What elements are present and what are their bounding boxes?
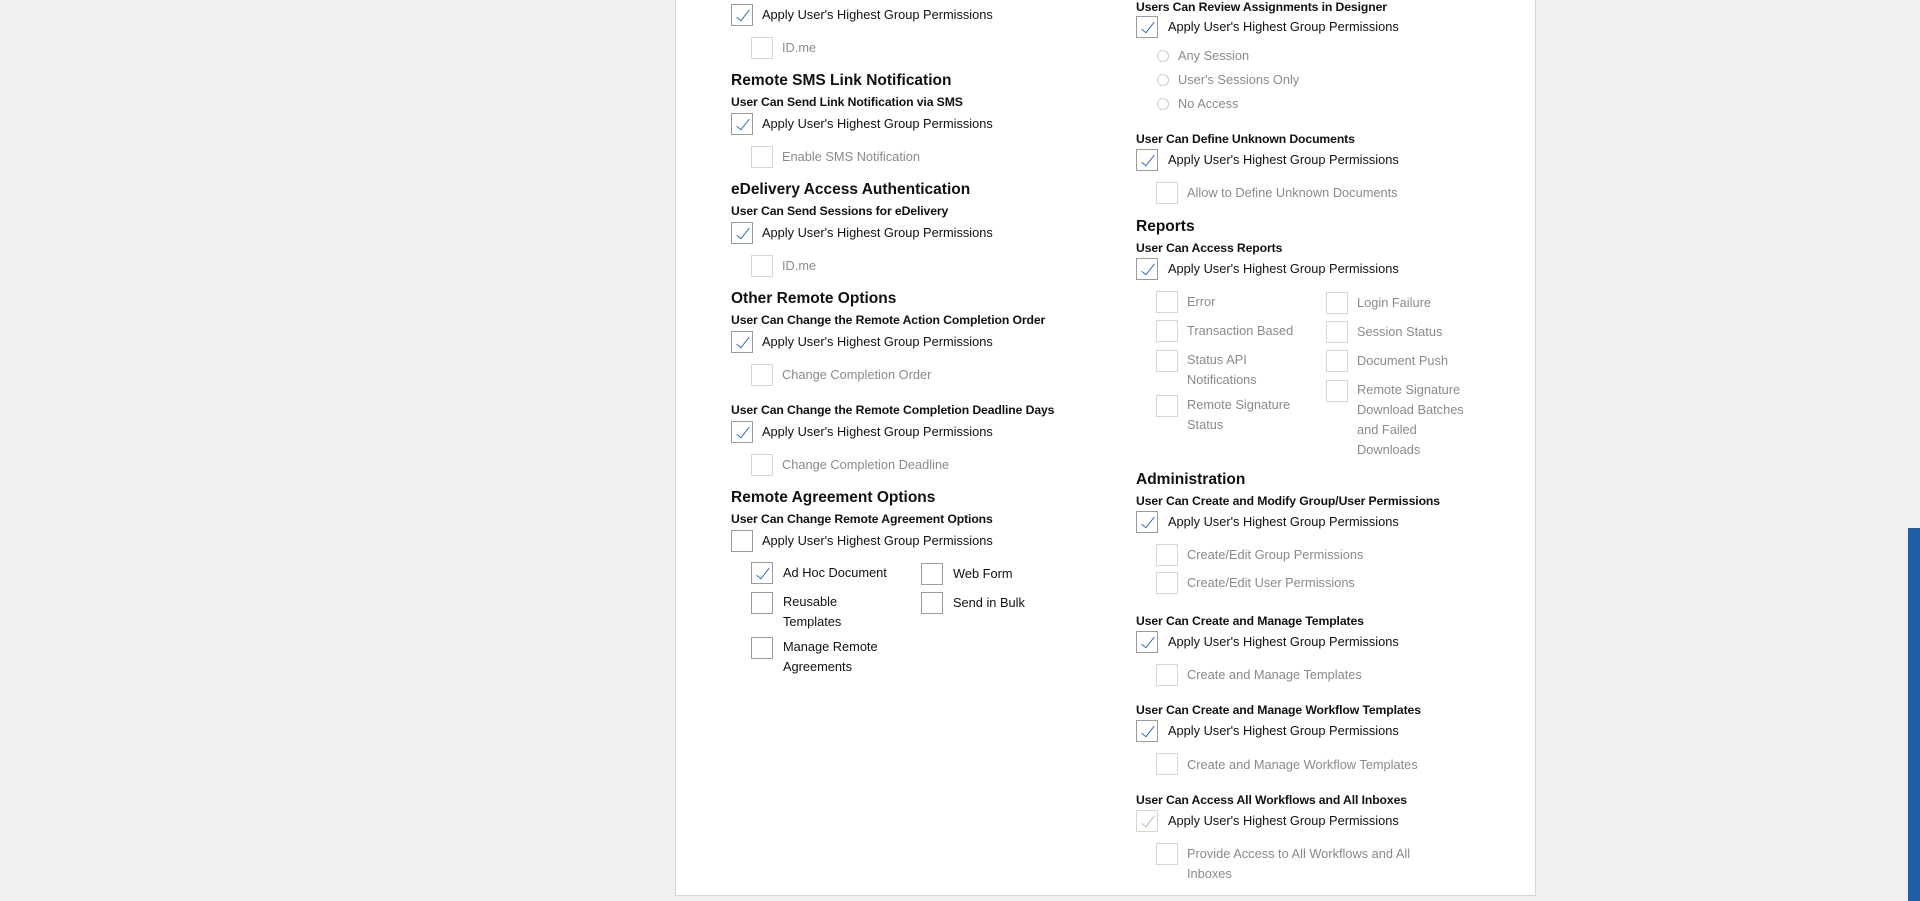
apply-highest-checkbox-templates[interactable]: [1136, 631, 1158, 653]
report-session-status-checkbox[interactable]: [1326, 321, 1348, 343]
report-error-checkbox[interactable]: [1156, 291, 1178, 313]
apply-highest-label: Apply User's Highest Group Permissions: [1168, 723, 1399, 738]
reusable-templates-checkbox[interactable]: [751, 592, 773, 614]
radio-any-session-label: Any Session: [1178, 48, 1250, 63]
edelivery-idme-label: ID.me: [782, 258, 817, 273]
apply-highest-checkbox-sms[interactable]: [731, 113, 753, 135]
subsection-title-completion-order: User Can Change the Remote Action Completion Order: [731, 313, 1046, 327]
apply-highest-checkbox-reports[interactable]: [1136, 258, 1158, 280]
create-manage-templates-checkbox[interactable]: [1156, 664, 1178, 686]
subsection-title-edelivery: User Can Send Sessions for eDelivery: [731, 204, 949, 218]
report-transaction-based-label: Transaction Based: [1187, 323, 1294, 338]
create-manage-workflow-templates-label: Create and Manage Workflow Templates: [1187, 757, 1418, 772]
allow-define-unknown-label: Allow to Define Unknown Documents: [1187, 185, 1398, 200]
report-remote-signature-status-checkbox[interactable]: [1156, 395, 1178, 417]
section-title-agreement: Remote Agreement Options: [731, 489, 936, 506]
apply-highest-checkbox-edelivery[interactable]: [731, 222, 753, 244]
radio-no-access[interactable]: [1157, 98, 1169, 110]
idme-label: ID.me: [782, 40, 817, 55]
report-error-label: Error: [1187, 294, 1216, 309]
create-manage-workflow-templates-checkbox[interactable]: [1156, 753, 1178, 775]
web-form-label: Web Form: [953, 566, 1013, 581]
apply-highest-checkbox-unknown[interactable]: [1136, 149, 1158, 171]
apply-highest-checkbox-deadline[interactable]: [731, 421, 753, 443]
apply-highest-label: Apply User's Highest Group Permissions: [1168, 813, 1399, 828]
ad-hoc-document-label: Ad Hoc Document: [783, 565, 887, 580]
subsection-title-sms: User Can Send Link Notification via SMS: [731, 95, 963, 109]
section-title-edelivery: eDelivery Access Authentication: [731, 181, 971, 198]
report-transaction-based-checkbox[interactable]: [1156, 320, 1178, 342]
apply-highest-label: Apply User's Highest Group Permissions: [762, 533, 993, 548]
radio-no-access-label: No Access: [1178, 96, 1239, 111]
report-session-status-label: Session Status: [1357, 324, 1443, 339]
apply-highest-label: Apply User's Highest Group Permissions: [762, 424, 993, 439]
report-document-push-checkbox[interactable]: [1326, 350, 1348, 372]
change-completion-deadline-label: Change Completion Deadline: [782, 457, 950, 472]
apply-highest-checkbox-all-workflows[interactable]: [1136, 810, 1158, 832]
create-edit-user-checkbox[interactable]: [1156, 572, 1178, 594]
apply-highest-checkbox-agreement[interactable]: [731, 530, 753, 552]
apply-highest-checkbox-permissions[interactable]: [1136, 511, 1158, 533]
change-completion-order-checkbox[interactable]: [751, 364, 773, 386]
create-manage-templates-label: Create and Manage Templates: [1187, 667, 1362, 682]
subsection-title-templates: User Can Create and Manage Templates: [1136, 614, 1364, 628]
apply-highest-label: Apply User's Highest Group Permissions: [1168, 152, 1399, 167]
subsection-title-permissions: User Can Create and Modify Group/User Permissions: [1136, 494, 1440, 508]
apply-highest-checkbox-workflow-templates[interactable]: [1136, 720, 1158, 742]
report-download-batches-label: Remote Signature Download Batches and Failed Downloads: [1357, 382, 1464, 457]
idme-checkbox[interactable]: [751, 37, 773, 59]
send-in-bulk-checkbox[interactable]: [921, 592, 943, 614]
apply-highest-checkbox-completion-order[interactable]: [731, 331, 753, 353]
report-status-api-label: Status API Notifications: [1187, 352, 1257, 387]
report-remote-signature-status-label: Remote Signature Status: [1187, 397, 1291, 432]
report-login-failure-label: Login Failure: [1357, 295, 1431, 310]
radio-any-session[interactable]: [1157, 50, 1169, 62]
subsection-title-all-workflows: User Can Access All Workflows and All Inboxes: [1136, 793, 1407, 807]
apply-highest-label: Apply User's Highest Group Permissions: [762, 225, 993, 240]
radio-users-sessions-only[interactable]: [1157, 74, 1169, 86]
apply-highest-label: Apply User's Highest Group Permissions: [1168, 514, 1399, 529]
edelivery-idme-checkbox[interactable]: [751, 255, 773, 277]
apply-highest-label: Apply User's Highest Group Permissions: [1168, 19, 1399, 34]
change-completion-deadline-checkbox[interactable]: [751, 454, 773, 476]
section-title-sms: Remote SMS Link Notification: [731, 72, 952, 89]
subsection-title-reports: User Can Access Reports: [1136, 241, 1283, 255]
report-document-push-label: Document Push: [1357, 353, 1449, 368]
apply-highest-label: Apply User's Highest Group Permissions: [1168, 261, 1399, 276]
manage-remote-agreements-label: Manage Remote Agreements: [783, 639, 878, 674]
web-form-checkbox[interactable]: [921, 563, 943, 585]
apply-highest-label: Apply User's Highest Group Permissions: [762, 116, 993, 131]
apply-highest-label: Apply User's Highest Group Permissions: [762, 7, 993, 22]
manage-remote-agreements-checkbox[interactable]: [751, 637, 773, 659]
allow-define-unknown-checkbox[interactable]: [1156, 182, 1178, 204]
section-title-reports: Reports: [1136, 218, 1195, 235]
create-edit-group-label: Create/Edit Group Permissions: [1187, 547, 1364, 562]
subsection-title-agreement: User Can Change Remote Agreement Options: [731, 512, 993, 526]
enable-sms-checkbox[interactable]: [751, 146, 773, 168]
report-login-failure-checkbox[interactable]: [1326, 292, 1348, 314]
radio-users-sessions-only-label: User's Sessions Only: [1178, 72, 1300, 87]
provide-access-all-workflows-label: Provide Access to All Workflows and All Inboxes: [1187, 846, 1411, 881]
scrollbar-thumb[interactable]: [1908, 528, 1920, 901]
apply-highest-checkbox-idme[interactable]: [731, 4, 753, 26]
section-title-other-remote: Other Remote Options: [731, 290, 897, 307]
report-download-batches-checkbox[interactable]: [1326, 380, 1348, 402]
create-edit-user-label: Create/Edit User Permissions: [1187, 575, 1355, 590]
send-in-bulk-label: Send in Bulk: [953, 595, 1025, 610]
report-status-api-checkbox[interactable]: [1156, 350, 1178, 372]
apply-highest-label: Apply User's Highest Group Permissions: [1168, 634, 1399, 649]
subsection-title-unknown-documents: User Can Define Unknown Documents: [1136, 132, 1355, 146]
create-edit-group-checkbox[interactable]: [1156, 544, 1178, 566]
subsection-title-review-assignments: Users Can Review Assignments in Designer: [1136, 0, 1387, 14]
subsection-title-workflow-templates: User Can Create and Manage Workflow Templates: [1136, 703, 1421, 717]
section-title-administration: Administration: [1136, 471, 1246, 488]
apply-highest-label: Apply User's Highest Group Permissions: [762, 334, 993, 349]
apply-highest-checkbox-review[interactable]: [1136, 16, 1158, 38]
subsection-title-deadline: User Can Change the Remote Completion Deadline Days: [731, 403, 1055, 417]
reusable-templates-label: Reusable Templates: [783, 594, 842, 629]
change-completion-order-label: Change Completion Order: [782, 367, 932, 382]
ad-hoc-document-checkbox[interactable]: [751, 562, 773, 584]
provide-access-all-workflows-checkbox[interactable]: [1156, 843, 1178, 865]
enable-sms-label: Enable SMS Notification: [782, 149, 920, 164]
